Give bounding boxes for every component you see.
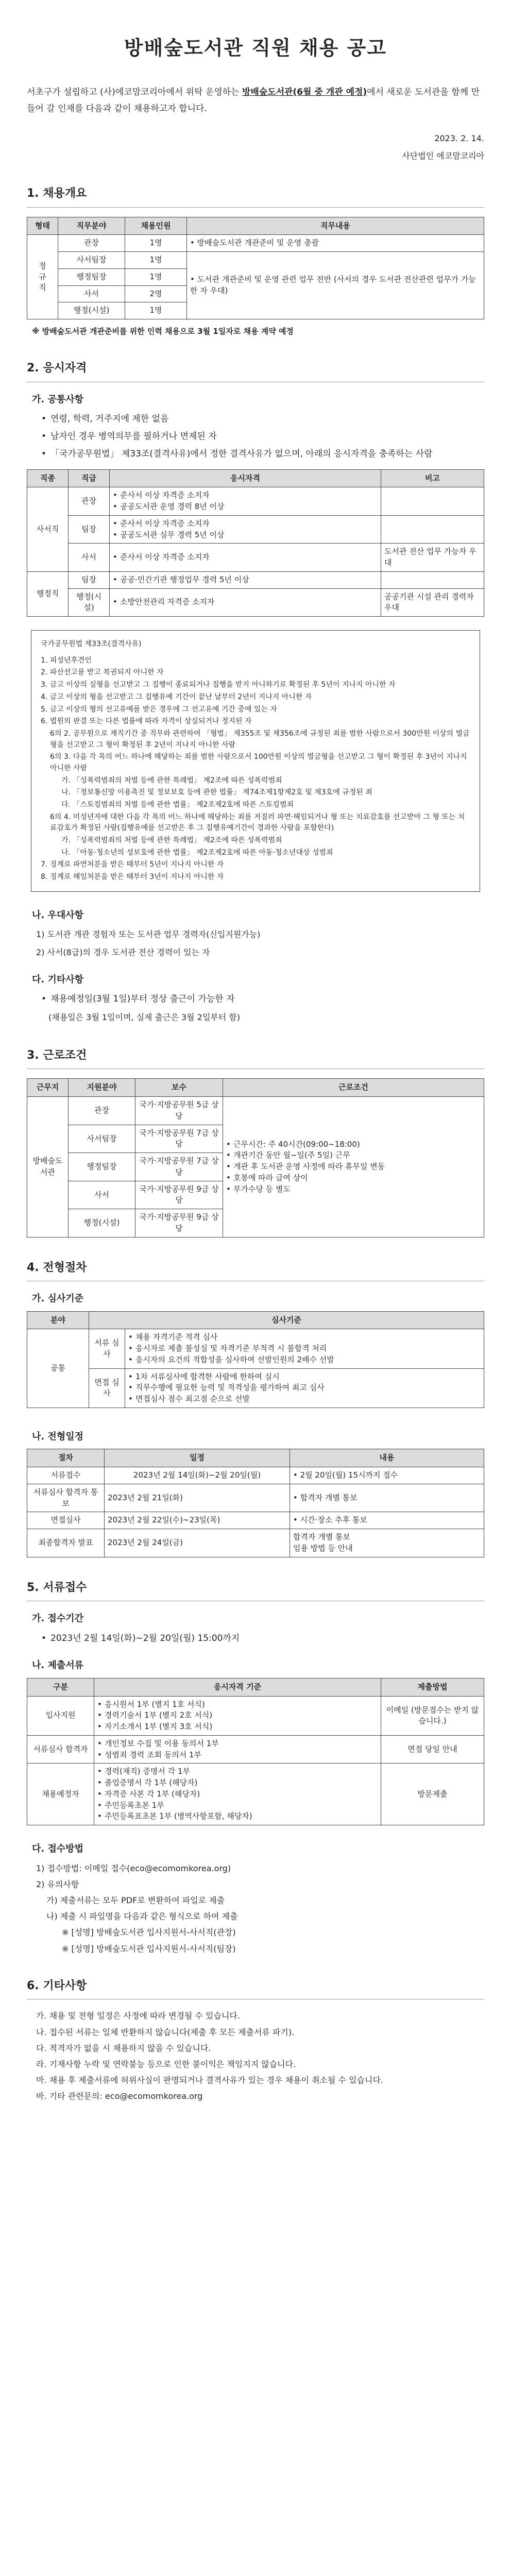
submission-method-title: 다. 접수방법 [32, 1843, 84, 1855]
table-cell: 서류심사 합격자 [27, 1735, 94, 1764]
list-item: 가. 채용 및 전형 일정은 사정에 따라 변경될 수 있습니다. [36, 2011, 240, 2021]
table-row [27, 588, 484, 617]
table-cell: 관장 [69, 1097, 135, 1125]
contact-info: 바. 기타 관련문의: eco@ecomomkorea.org [36, 2091, 203, 2102]
table-cell: 사서 [58, 285, 125, 302]
law-item: 8. 징계로 해임처분을 받은 때부터 3년이 지나지 아니한 자 [41, 873, 224, 882]
law-item: 6. 법원의 판결 또는 다른 법률에 따라 자격이 상실되거나 정지된 자 [41, 717, 252, 726]
announcement-date: 2023. 2. 14. [434, 133, 484, 144]
docs-cell [94, 1696, 381, 1735]
list-item: • 경력(재직) 증명서 각 1부 [97, 1766, 378, 1777]
preference-item: 2) 사서(8급)의 경우 도서관 전산 경력이 있는 자 [36, 947, 210, 958]
table-cell: 행정팀장 [58, 268, 125, 285]
table-row [27, 235, 484, 252]
table-row [27, 1764, 484, 1825]
table-row [27, 1735, 484, 1764]
overview-note: ※ 방배숲도서관 개관준비를 위한 인력 채용으로 3월 1일자로 채용 계약 예정 [32, 327, 294, 336]
intro-text-2: 에서 새로운 도서관을 함께 만들어 갈 인재를 다음과 같이 채용하고자 합니다. [27, 87, 480, 114]
list-item: • 응시원서 1부 (별지 1호 서식) [97, 1699, 378, 1710]
table-row [27, 1696, 484, 1735]
section-qualification-title: 2. 응시자격 [27, 362, 87, 375]
criteria-cell [125, 1329, 484, 1368]
employment-type: 정규직 [27, 235, 58, 319]
disqualification-law-box [31, 630, 480, 892]
section-divider [27, 207, 484, 208]
table-cell: 2023년 2월 24일(금) [105, 1529, 290, 1557]
table-cell: 1명 [125, 252, 187, 269]
misc-list [27, 2009, 484, 2103]
screening-table [27, 1311, 484, 1408]
job-type-cell: 행정직 [27, 571, 69, 616]
table-header: 직무분야 [58, 217, 125, 235]
section-conditions-title: 3. 근로조건 [27, 1048, 87, 1062]
list-item: • 채용 자격기준 적격 심사 [128, 1332, 481, 1343]
duty-cell: • 도서관 개관준비 및 운영 관련 업무 전반 (사서의 경우 도서관 전산관련 업무가 가능한 자 우대) [187, 252, 484, 319]
table-cell: 국가·지방공무원 9급 상당 [135, 1181, 223, 1209]
table-header: 보수 [135, 1079, 223, 1097]
table-cell: 관장 [69, 487, 110, 516]
table-cell: 면접 당일 안내 [381, 1735, 484, 1764]
law-item: 가. 「성폭력범죄의 처벌 등에 관한 특례법」 제2조에 따른 성폭력범죄 [61, 776, 282, 785]
table-row [27, 1329, 484, 1368]
table-cell: • 시간·장소 추후 통보 [290, 1512, 484, 1529]
note-cell: 공공기관 시설 관리 경력자 우대 [381, 588, 484, 617]
table-header: 채용인원 [125, 217, 187, 235]
list-item: • 남자인 경우 병역의무를 필하거나 면제된 자 [41, 429, 484, 445]
table-header: 분야 [27, 1311, 89, 1329]
table-cell: 2023년 2월 21일(화) [105, 1484, 290, 1512]
table-header: 비고 [381, 469, 484, 487]
law-item: 1. 피성년후견인 [41, 656, 92, 665]
table-header: 근로조건 [223, 1079, 484, 1097]
table-cell: 행정(시설) [69, 1209, 135, 1238]
list-item: ※ [성명] 방배숲도서관 입사지원서-사서직(팀장) [62, 1943, 236, 1954]
table-cell [381, 571, 484, 588]
intro-text-1: 서초구가 설립하고 (사)에코맘코리아에서 위탁 운영하는 [27, 87, 242, 97]
table-cell: 국가·지방공무원 7급 상당 [135, 1125, 223, 1153]
table-cell: 2023년 2월 14일(화)~2월 20일(월) [105, 1467, 290, 1484]
table-cell: 합격자 개별 통보 임용 방법 등 안내 [290, 1529, 484, 1557]
page-title: 방배숲도서관 직원 채용 공고 [124, 37, 387, 59]
table-cell: 면접 심사 [89, 1368, 125, 1408]
requirement-cell [110, 571, 381, 588]
intro-paragraph [27, 84, 484, 117]
table-cell [381, 515, 484, 544]
table-header-row [27, 469, 484, 487]
law-item: 가. 「성폭력범죄의 처벌 등에 관한 특례법」 제2조에 따른 성폭력범죄 [61, 836, 282, 845]
requirement-cell [110, 588, 381, 617]
other-requirements-title: 다. 기타사항 [32, 974, 84, 985]
list-item: • 공공·민간기관 행정업무 경력 5년 이상 [113, 574, 378, 586]
list-item: • 연령, 학력, 거주지에 제한 없음 [41, 412, 484, 427]
table-cell: 행정(시설) [69, 588, 110, 617]
job-type-cell: 사서직 [27, 487, 69, 572]
table-cell: 사서 [69, 1181, 135, 1209]
list-item: 다. 적격자가 없을 시 채용하지 않을 수 있습니다. [36, 2043, 211, 2053]
conditions-cell [223, 1097, 484, 1238]
other-requirements-sub: (채용일은 3월 1일이며, 실제 출근은 3월 2일부터 함) [48, 1012, 241, 1023]
table-header-row [27, 1449, 484, 1467]
list-item: • 준사서 이상 자격증 소지자 [113, 552, 378, 563]
list-item: • 채용예정일(3월 1일)부터 정상 출근이 가능한 자 [41, 992, 484, 1007]
table-cell: • 합격자 개별 통보 [290, 1484, 484, 1512]
list-item: ※ [성명] 방배숲도서관 입사지원서-사서직(관장) [62, 1927, 236, 1938]
list-item: • 2023년 2월 14일(화)~2월 20일(월) 15:00까지 [41, 1631, 484, 1647]
requirement-cell [110, 515, 381, 544]
submission-period-title: 가. 접수기간 [32, 1613, 84, 1624]
other-requirements-list [41, 992, 484, 1007]
list-item: 라. 기재사항 누락 및 연락불능 등으로 인한 불이익은 책임지지 않습니다. [36, 2059, 296, 2069]
list-item: 나. 접수된 서류는 일체 반환하지 않습니다(제출 후 모든 제출서류 파기). [36, 2027, 295, 2037]
table-cell: 입사지원 [27, 1696, 94, 1735]
required-docs-table [27, 1678, 484, 1825]
table-cell: 팀장 [69, 515, 110, 544]
table-cell: 행정팀장 [69, 1153, 135, 1181]
list-item: • 준사서 이상 자격증 소지자 [113, 518, 378, 530]
table-cell [381, 487, 484, 516]
table-cell: 국가·지방공무원 9급 상당 [135, 1209, 223, 1238]
table-cell: 2023년 2월 22일(수)~23일(목) [105, 1512, 290, 1529]
preference-item: 1) 도서관 개관 경험자 또는 도서관 업무 경력자(신입지원가능) [36, 929, 261, 940]
table-header-row [27, 1079, 484, 1097]
table-cell: 국가·지방공무원 7급 상당 [135, 1153, 223, 1181]
schedule-title: 나. 전형일정 [32, 1431, 84, 1442]
list-item: • 소방안전관리 자격증 소지자 [113, 597, 378, 608]
section-process-title: 4. 전형절차 [27, 1261, 87, 1274]
table-header-row [27, 217, 484, 235]
table-header-row [27, 1311, 484, 1329]
table-header: 내용 [290, 1449, 484, 1467]
list-item: • 근무시간: 주 40시간(09:00~18:00) [226, 1139, 481, 1150]
organization-name: 사단법인 에코맘코리아 [402, 151, 484, 161]
table-header: 제출방법 [381, 1678, 484, 1696]
law-item: 3. 금고 이상의 실형을 선고받고 그 집행이 종료되거나 집행을 받지 아니하기로 확정된 후 5년이 지나지 아니한 자 [41, 681, 396, 689]
table-row [27, 1467, 484, 1484]
law-item: 나. 「아동·청소년의 성보호에 관한 법률」 제2조제2호에 따른 아동·청소년대상 성범죄 [61, 848, 333, 857]
table-cell: 행정(시설) [58, 302, 125, 319]
requirement-cell [110, 544, 381, 572]
list-item: 1) 접수방법: 이메일 접수(eco@ecomomkorea.org) [36, 1863, 231, 1873]
law-item: 나. 「정보통신망 이용촉진 및 정보보호 등에 관한 법률」 제74조제1항제2호 및 제3호에 규정된 죄 [61, 788, 372, 797]
law-item: 5. 금고 이상의 형의 선고유예를 받은 경우에 그 선고유예 기간 중에 있는 자 [41, 705, 277, 714]
law-item: 다. 「스토킹범죄의 처벌 등에 관한 법률」 제2조제2호에 따른 스토킹범죄 [61, 801, 294, 809]
table-cell: 서류 심사 [89, 1329, 125, 1368]
table-header: 직종 [27, 469, 69, 487]
table-header: 구분 [27, 1678, 94, 1696]
table-cell: 1명 [125, 302, 187, 319]
preference-title: 나. 우대사항 [32, 909, 84, 921]
note-cell: 도서관 전산 업무 가능자 우대 [381, 544, 484, 572]
list-item: • 공공도서관 운영 경력 8년 이상 [113, 501, 378, 513]
table-header: 지원분야 [69, 1079, 135, 1097]
list-item: • 호봉에 따라 급여 상이 [226, 1173, 481, 1184]
table-cell: 팀장 [69, 571, 110, 588]
table-cell: 사서 [69, 544, 110, 572]
list-item: • 자격증 사본 각 1부 (해당자) [97, 1789, 378, 1800]
overview-table [27, 217, 484, 320]
list-item: • 주민등록초본 1부 [97, 1800, 378, 1811]
workplace-cell: 방배숲도서관 [27, 1097, 69, 1238]
table-row [27, 571, 484, 588]
list-item: • 응시자로 제출 불성실 및 자격기준 부적격 시 불합격 처리 [128, 1343, 481, 1354]
table-row [27, 252, 484, 269]
duty-cell: • 방배숲도서관 개관준비 및 운영 총괄 [187, 235, 484, 252]
submission-period-list [41, 1631, 484, 1647]
list-item: • 1차 서류심사에 합격한 사람에 한하여 실시 [128, 1371, 481, 1383]
section-submission-title: 5. 서류접수 [27, 1581, 87, 1594]
list-item: • 개관기간 동안 월~일(주 5일) 근무 [226, 1150, 481, 1161]
table-header: 응시자격 [110, 469, 381, 487]
table-row [27, 1368, 484, 1408]
list-item: • 주민등록표초본 1부 (병역사항포함, 해당자) [97, 1811, 378, 1822]
list-item: • 자기소개서 1부 (별지 3호 서식) [97, 1721, 378, 1733]
table-cell: 최종합격자 발표 [27, 1529, 105, 1557]
docs-cell [94, 1764, 381, 1825]
table-cell: 서류접수 [27, 1467, 105, 1484]
table-row [27, 1529, 484, 1557]
list-item: • 경력기술서 1부 (별지 2호 서식) [97, 1710, 378, 1721]
table-header: 응시자격 기준 [94, 1678, 381, 1696]
table-header: 심사기준 [89, 1311, 484, 1329]
table-row [27, 1097, 484, 1125]
table-header: 직무내용 [187, 217, 484, 235]
required-docs-title: 나. 제출서류 [32, 1660, 84, 1671]
table-header: 절차 [27, 1449, 105, 1467]
section-misc-title: 6. 기타사항 [27, 1979, 87, 1992]
table-cell: 사서팀장 [58, 252, 125, 269]
table-cell: 관장 [58, 235, 125, 252]
schedule-table [27, 1449, 484, 1557]
table-cell: 공통 [27, 1329, 89, 1408]
list-item: 가) 제출서류는 모두 PDF로 변환하여 파일로 제출 [46, 1895, 225, 1906]
common-requirements-title: 가. 공통사항 [32, 394, 84, 405]
law-item: 6의 2. 공무원으로 재직기간 중 직무와 관련하여 「형법」 제355조 및 제356조에 규정된 죄를 범한 사람으로서 300만원 이상의 벌금형을 선고받고 그 형이 확정된 후 2년이 지나지 아니한 사람 [50, 729, 470, 749]
table-row [27, 544, 484, 572]
list-item: • 졸업증명서 각 1부 (해당자) [97, 1777, 378, 1789]
qualification-table [27, 469, 484, 617]
table-header: 근무지 [27, 1079, 69, 1097]
list-item: • 성범죄 경력 조회 동의서 1부 [97, 1750, 378, 1761]
screening-criteria-title: 가. 심사기준 [32, 1293, 84, 1304]
list-item: • 직무수행에 필요한 능력 및 적격성을 평가하여 최고 심사 [128, 1382, 481, 1394]
list-item: 2) 유의사항 [36, 1879, 79, 1889]
table-cell: • 2월 20일(월) 15시까지 접수 [290, 1467, 484, 1484]
law-item: 6의 3. 다음 각 목의 어느 하나에 해당하는 죄를 범한 사람으로서 100만원 이상의 벌금형을 선고받고 그 형이 확정된 후 3년이 지나지 아니한 사람 [50, 753, 467, 772]
table-header-row [27, 1678, 484, 1696]
law-item: 2. 파산선고를 받고 복권되지 아니한 자 [41, 668, 164, 677]
list-item: • 개인정보 수집 및 이용 동의서 1부 [97, 1738, 378, 1750]
requirement-cell [110, 487, 381, 516]
list-item: 나) 제출 시 파일명을 다음과 같은 형식으로 하여 제출 [46, 1911, 238, 1922]
table-cell: 서류심사 합격자 통보 [27, 1484, 105, 1512]
common-requirements-list [41, 412, 484, 462]
law-item: 6의 4. 미성년자에 대한 다음 각 목의 어느 하나에 해당하는 죄를 저질러 파면·해임되거나 형 또는 치료감호를 선고받아 그 형 또는 치료감호가 확정된 사람(집행유예를 선고받은 후 그 집행유예기간이 경과한 사람을 포함한다) [50, 812, 465, 833]
table-cell: 이메일 (방문접수는 받지 않습니다.) [381, 1696, 484, 1735]
table-row [27, 1512, 484, 1529]
table-cell: 국가·지방공무원 5급 상당 [135, 1097, 223, 1125]
docs-cell [94, 1735, 381, 1764]
table-cell: 사서팀장 [69, 1125, 135, 1153]
list-item: • 「국가공무원법」 제33조(결격사유)에서 정한 결격사유가 없으며, 아래의 응시자격을 충족하는 사람 [41, 447, 484, 462]
table-header: 형태 [27, 217, 58, 235]
table-row [27, 1484, 484, 1512]
table-row [27, 515, 484, 544]
list-item: • 응시자의 요건의 적합성을 심사하여 선발인원의 2배수 선발 [128, 1354, 481, 1366]
table-header: 일정 [105, 1449, 290, 1467]
conditions-table [27, 1078, 484, 1237]
table-cell: 2명 [125, 285, 187, 302]
table-cell: 채용예정자 [27, 1764, 94, 1825]
submission-method-list [27, 1861, 484, 1956]
list-item: • 개관 후 도서관 운영 사정에 따라 휴무일 변동 [226, 1161, 481, 1173]
intro-highlight: 방배숲도서관(6월 중 개관 예정) [242, 87, 367, 97]
section-overview-title: 1. 채용개요 [27, 187, 87, 200]
list-item: • 면접심사 점수 최고점 순으로 선발 [128, 1394, 481, 1405]
list-item: • 준사서 이상 자격증 소지자 [113, 490, 378, 501]
table-row [27, 487, 484, 516]
table-cell: 방문제출 [381, 1764, 484, 1825]
table-cell: 1명 [125, 235, 187, 252]
law-title: 국가공무원법 제33조(결격사유) [41, 640, 142, 649]
table-header: 직급 [69, 469, 110, 487]
table-cell: 면접심사 [27, 1512, 105, 1529]
law-item: 4. 금고 이상의 형을 선고받고 그 집행유예 기간이 끝난 날부터 2년이 지나지 아니한 자 [41, 692, 312, 701]
list-item: • 공공도서관 실무 경력 5년 이상 [113, 530, 378, 541]
table-cell: 1명 [125, 268, 187, 285]
list-item: 마. 채용 후 제출서류에 허위사실이 판명되거나 결격사유가 있는 경우 채용이 취소될 수 있습니다. [36, 2075, 383, 2086]
law-item: 7. 징계로 파면처분을 받은 때부터 5년이 지나지 아니한 자 [41, 860, 224, 869]
list-item: • 부가수당 등 별도 [226, 1184, 481, 1195]
criteria-cell [125, 1368, 484, 1408]
